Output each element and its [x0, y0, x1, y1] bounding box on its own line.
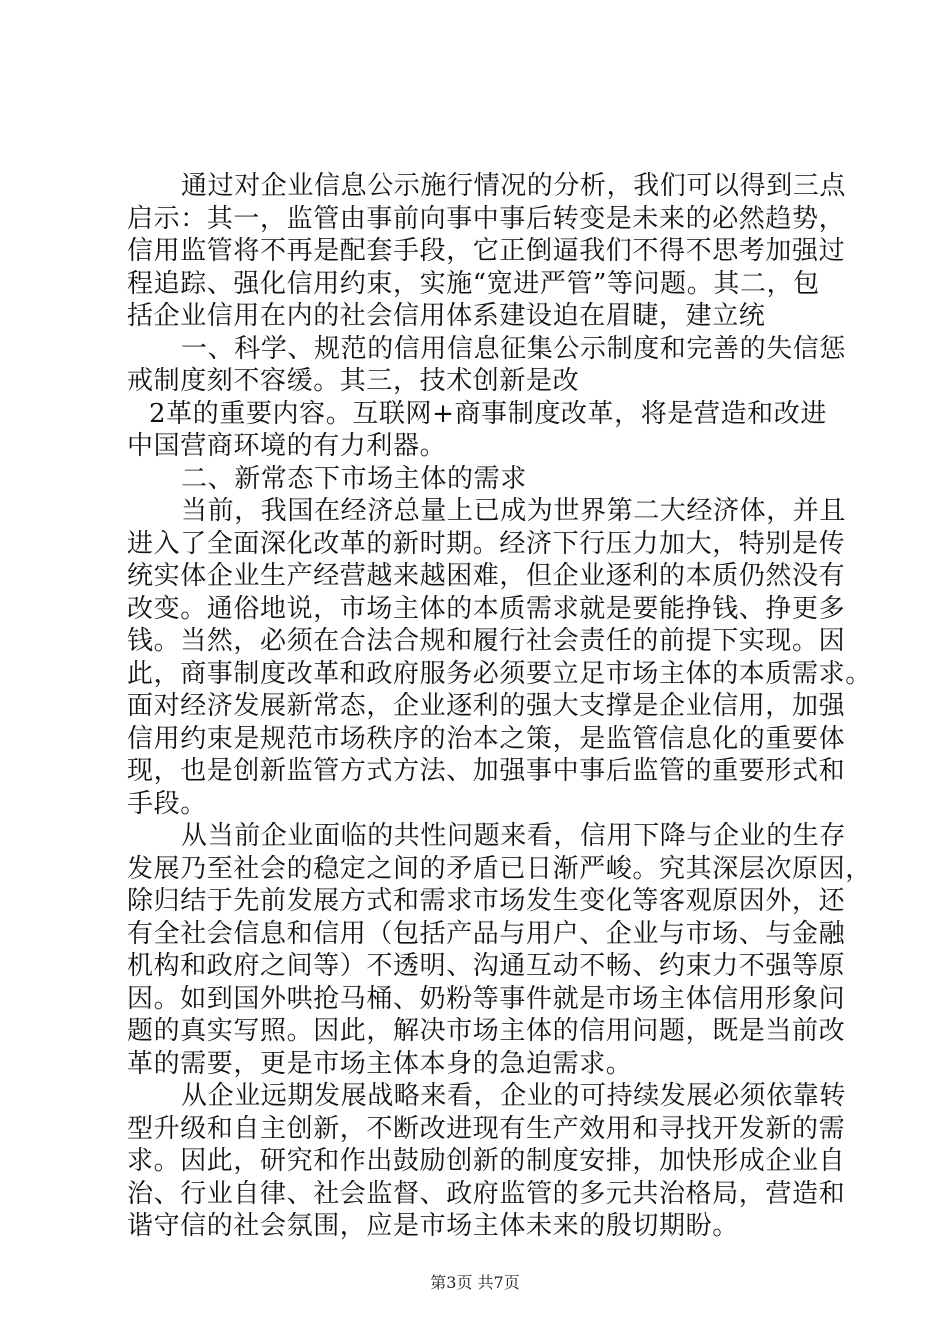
text-line: 现，也是创新监管方式方法、加强事中事后监管的重要形式和 [127, 756, 846, 786]
text-line: 进入了全面深化改革的新时期。经济下行压力加大，特别是传 [127, 528, 846, 559]
text-line: 2革的重要内容。互联网+商事制度改革，将是营造和改进 [149, 398, 827, 429]
text-line: 从当前企业面临的共性问题来看，信用下降与企业的生存 [181, 821, 847, 851]
text-line: 信用监管将不再是配套手段，它正倒逼我们不得不思考加强过 [127, 236, 846, 266]
section-heading: 二、新常态下市场主体的需求 [181, 463, 527, 494]
text-line: 机构和政府之间等）不透明、沟通互动不畅、约束力不强等原 [127, 951, 846, 981]
text-line: 通过对企业信息公示施行情况的分析，我们可以得到三点 [181, 171, 847, 201]
text-line: 型升级和自主创新，不断改进现有生产效用和寻找开发新的需 [127, 1113, 846, 1144]
text-line: 治、行业自律、社会监督、政府监管的多元共治格局，营造和 [127, 1178, 846, 1209]
text-line: 信用约束是规范市场秩序的治本之策，是监管信息化的重要体 [127, 723, 846, 754]
text-line: 启示：其一，监管由事前向事中事后转变是未来的必然趋势， [127, 203, 846, 234]
text-line: 钱。当然，必须在合法合规和履行社会责任的前提下实现。因 [127, 626, 846, 656]
text-line: 谐守信的社会氛围，应是市场主体未来的殷切期盼。 [127, 1211, 739, 1241]
text-line: 戒制度刻不容缓。其三，技术创新是改 [127, 366, 580, 396]
text-line: 从企业远期发展战略来看，企业的可持续发展必须依靠转 [181, 1081, 847, 1111]
text-line: 当前，我国在经济总量上已成为世界第二大经济体，并且 [181, 496, 847, 526]
text-line: 中国营商环境的有力利器。 [127, 431, 447, 461]
text-line: 求。因此，研究和作出鼓励创新的制度安排，加快形成企业自 [127, 1146, 846, 1176]
text-line: 题的真实写照。因此，解决市场主体的信用问题，既是当前改 [127, 1016, 846, 1046]
text-line: 除归结于先前发展方式和需求市场发生变化等客观原因外，还 [127, 886, 846, 916]
document-body [127, 170, 947, 1243]
text-line: 改变。通俗地说，市场主体的本质需求就是要能挣钱、挣更多 [127, 593, 846, 624]
text-line: 革的需要，更是市场主体本身的急迫需求。 [127, 1048, 633, 1079]
text-line: 程追踪、强化信用约束，实施“宽进严管”等问题。其二，包 [127, 268, 820, 299]
text-line: 括企业信用在内的社会信用体系建设迫在眉睫，建立统 [127, 301, 766, 331]
text-line: 面对经济发展新常态，企业逐利的强大支撑是企业信用，加强 [127, 691, 846, 721]
text-line: 有全社会信息和信用（包括产品与用户、企业与市场、与金融 [127, 918, 846, 949]
text-line: 发展乃至社会的稳定之间的矛盾已日渐严峻。究其深层次原因， [127, 853, 872, 884]
page-number-footer: 第3页 共7页 [430, 1273, 520, 1292]
text-line: 统实体企业生产经营越来越困难，但企业逐利的本质仍然没有 [127, 561, 846, 591]
text-line: 此，商事制度改革和政府服务必须要立足市场主体的本质需求。 [127, 658, 872, 689]
text-line: 因。如到国外哄抢马桶、奶粉等事件就是市场主体信用形象问 [127, 983, 846, 1014]
text-line: 手段。 [127, 788, 207, 819]
text-line: 一、科学、规范的信用信息征集公示制度和完善的失信惩 [181, 333, 847, 364]
